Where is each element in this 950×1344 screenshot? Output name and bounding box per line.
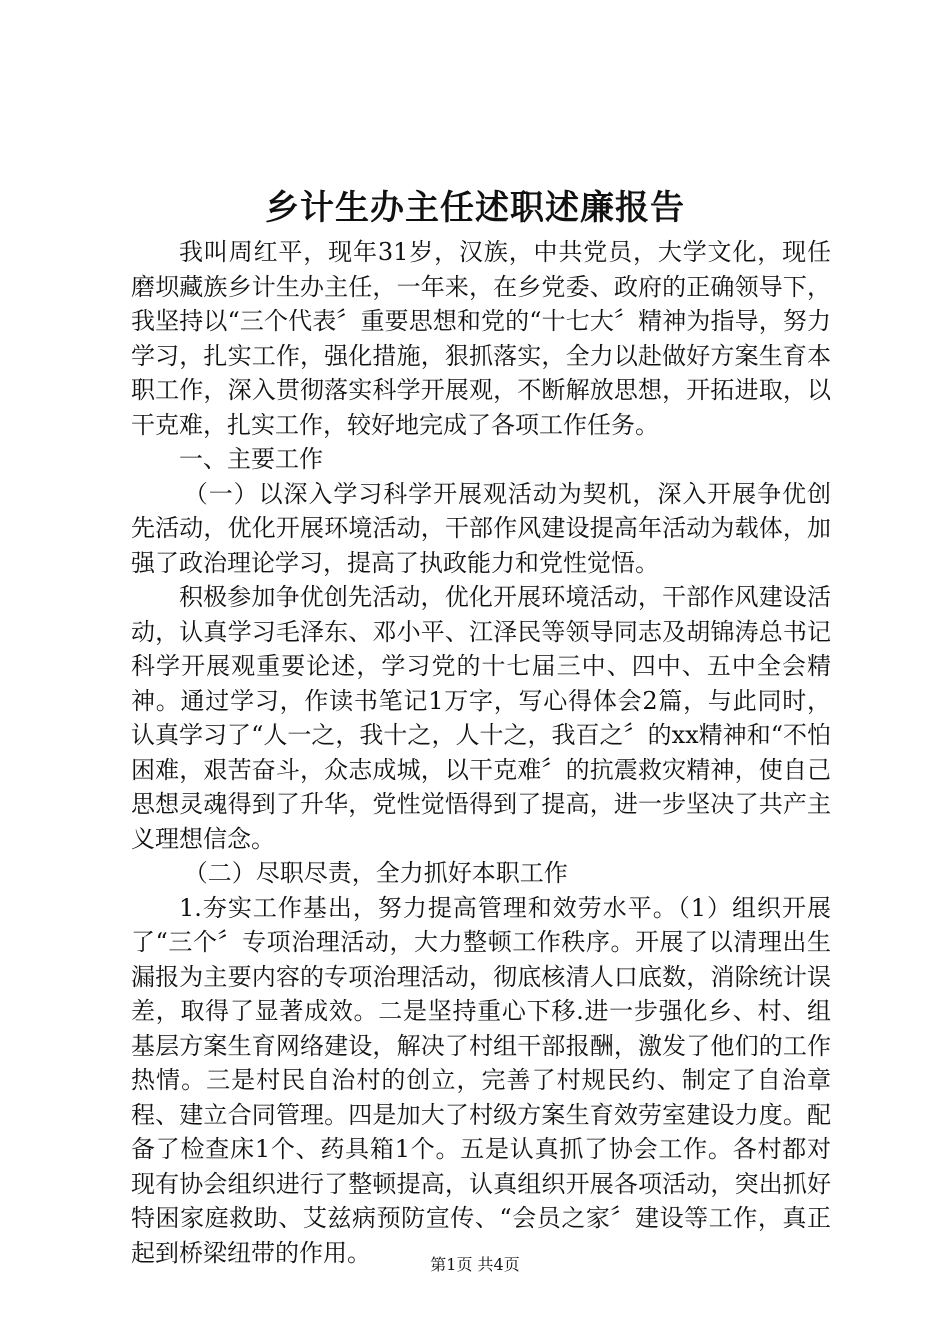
document-title: 乡计生办主任述职述廉报告	[265, 188, 685, 228]
page-number: 第1页 共4页	[430, 1255, 520, 1274]
section-heading-main-work: 一、主要工作	[179, 445, 323, 473]
document-body	[131, 235, 831, 1270]
subsection-heading-2: （二）尽职尽责，全力抓好本职工作	[183, 859, 568, 887]
paragraph-study: 积极参加争优创先活动，优化开展环境活动，干部作风建设活动，认真学习毛泽东、邓小平、江泽民等领导同志及胡锦涛总书记科学开展观重要论述，学习党的十七届三中、四中、五中全会精神。通过学习，作读书笔记1万字，写心得体会2篇，与此同时，认真学习了“人一之，我十之，人十之，我百之〞的xx精神和“不怕困难，艰苦奋斗，众志成城，以干克难〞的抗震救灾精神，使自己思想灵魂得到了升华，党性觉悟得到了提高，进一步坚决了共产主义理想信念。	[131, 583, 831, 853]
paragraph-work-details: 1.夯实工作基出，努力提高管理和效劳水平。（1）组织开展了“三个〞专项治理活动，大力整顿工作秩序。开展了以清理出生漏报为主要内容的专项治理活动，彻底核清人口底数，消除统计误差，取得了显著成效。二是坚持重心下移.进一步强化乡、村、组基层方案生育网络建设，解决了村组干部报酬，激发了他们的工作热情。三是村民自治村的创立，完善了村规民约、制定了自治章程、建立合同管理。四是加大了村级方案生育效劳室建设力度。配备了检查床1个、药具箱1个。五是认真抓了协会工作。各村都对现有协会组织进行了整顿提高，认真组织开展各项活动，突出抓好特困家庭救助、艾兹病预防宣传、“会员之家〞建设等工作，真正起到桥梁纽带的作用。	[131, 893, 831, 1267]
paragraph-intro: 我叫周红平，现年31岁，汉族，中共党员，大学文化，现任磨坝藏族乡计生办主任，一年来，在乡党委、政府的正确领导下，我坚持以“三个代表〞重要思想和党的“十七大〞精神为指导，努力学习，扎实工作，强化措施，狠抓落实，全力以赴做好方案生育本职工作，深入贯彻落实科学开展观，不断解放思想，开拓进取，以干克难，扎实工作，较好地完成了各项工作任务。	[131, 238, 831, 439]
subsection-heading-1: （一）以深入学习科学开展观活动为契机，深入开展争优创先活动，优化开展环境活动，干部作风建设提高年活动为载体，加强了政治理论学习，提高了执政能力和党性觉悟。	[131, 479, 831, 577]
